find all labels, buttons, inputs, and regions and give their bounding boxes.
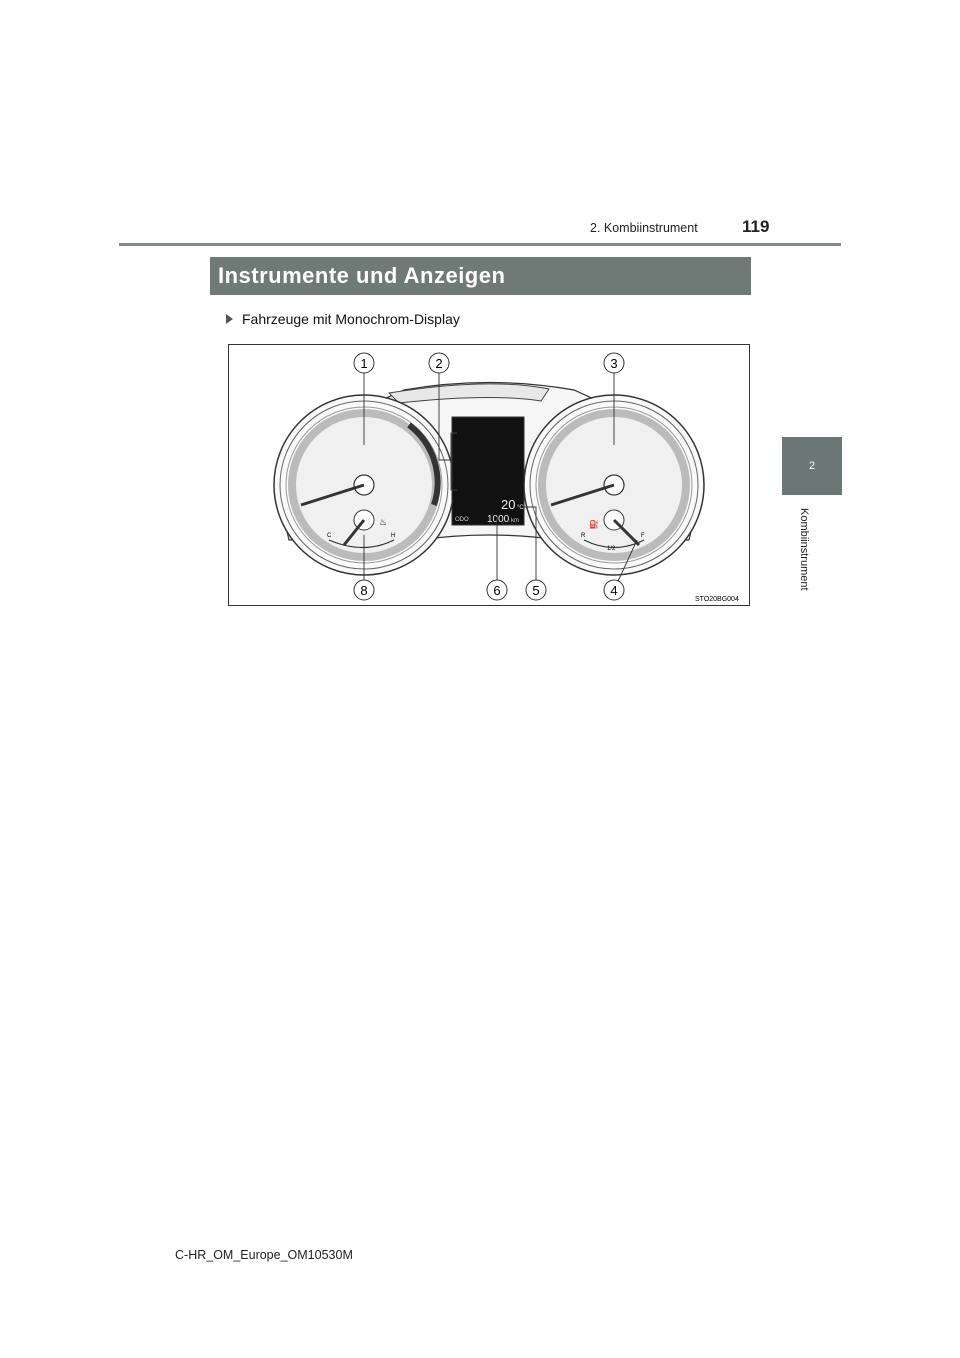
- svg-text:5: 5: [532, 583, 540, 598]
- callout-8: [354, 580, 374, 600]
- subheading-text: Fahrzeuge mit Monochrom-Display: [242, 311, 460, 327]
- callout-4: [604, 580, 624, 600]
- temperature-unit: °C: [517, 505, 524, 511]
- section-title-bar: [210, 257, 751, 295]
- page-number: 119: [742, 217, 770, 236]
- section-title: Instrumente und Anzeigen: [218, 263, 506, 288]
- callout-1: [354, 353, 374, 373]
- subheading: [226, 311, 460, 327]
- triangle-bullet-icon: [226, 314, 233, 324]
- callout-3: [604, 353, 624, 373]
- figure-code: STO20BG004: [695, 596, 739, 603]
- chapter-tab-number: 2: [808, 460, 816, 472]
- odo-label: ODO: [455, 517, 469, 523]
- distance-unit: km: [511, 518, 519, 524]
- coolant-cold-label: C: [327, 533, 332, 539]
- header-section-title: 2. Kombiinstrument: [590, 221, 698, 235]
- fuel-empty-label: R: [581, 533, 586, 539]
- header-divider: [119, 243, 841, 246]
- chapter-tab: [782, 437, 842, 495]
- svg-text:4: 4: [610, 583, 618, 598]
- instrument-cluster-figure: [228, 344, 750, 606]
- coolant-temp-icon: ♨: [379, 517, 388, 527]
- fuel-pump-icon: ⛽: [589, 520, 599, 529]
- callout-6: [487, 580, 507, 600]
- svg-text:1: 1: [360, 356, 368, 371]
- chapter-tab-label: Kombiinstrument: [798, 508, 810, 591]
- instrument-cluster-illustration: [229, 345, 749, 605]
- svg-text:8: 8: [360, 583, 368, 598]
- outside-temperature: 20: [501, 497, 516, 512]
- fuel-full-label: F: [641, 533, 645, 539]
- fuel-half-label: 1/2: [607, 546, 616, 552]
- callout-2: [429, 353, 449, 373]
- odometer-value: 1000: [487, 514, 510, 525]
- svg-text:3: 3: [610, 356, 618, 371]
- callout-5: [526, 580, 546, 600]
- coolant-hot-label: H: [391, 533, 396, 539]
- multi-information-display: [451, 417, 524, 525]
- svg-text:2: 2: [435, 356, 443, 371]
- document-footer: C-HR_OM_Europe_OM10530M: [175, 1248, 353, 1262]
- svg-text:6: 6: [493, 583, 501, 598]
